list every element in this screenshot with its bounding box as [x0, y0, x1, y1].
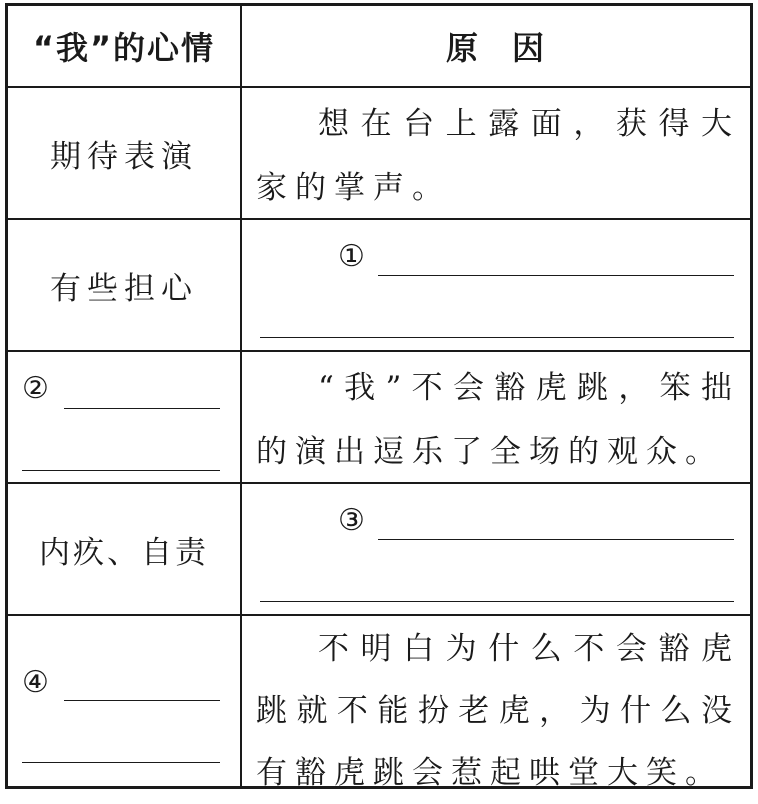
- reason-blank-line-1[interactable]: [378, 539, 734, 540]
- mood-blank-line-1[interactable]: [64, 700, 220, 701]
- table-row: [8, 350, 750, 482]
- mood-text: 期待表演: [50, 138, 198, 175]
- reason-text: 想在台上露面，获得大家的掌声。: [256, 106, 740, 206]
- table-row: [8, 86, 750, 218]
- column-divider: [240, 616, 242, 786]
- column-divider: [240, 352, 242, 482]
- column-divider: [240, 88, 242, 218]
- mood-cell: [8, 88, 240, 218]
- reason-text: “我”不会豁虎跳，笨拙的演出逗乐了全场的观众。: [256, 370, 740, 470]
- reason-blank-line-2[interactable]: [260, 601, 734, 602]
- table-row: [8, 218, 750, 350]
- header-mood-cell: [8, 6, 240, 86]
- reason-text: 不明白为什么不会豁虎跳就不能扮老虎，为什么没有豁虎跳会惹起哄堂大笑。: [256, 631, 740, 791]
- reason-blank-line-2[interactable]: [260, 337, 734, 338]
- header-mood-label: “我”的心情: [32, 29, 216, 67]
- column-divider: [240, 220, 242, 350]
- table-row: [8, 614, 750, 791]
- mood-blank-line-2[interactable]: [22, 470, 220, 471]
- mood-blank-line-1[interactable]: [64, 408, 220, 409]
- reason-blank-line-1[interactable]: [378, 275, 734, 276]
- mood-reason-table: [5, 3, 753, 789]
- mood-cell: [8, 484, 240, 614]
- mood-text: 内疚、自责: [39, 534, 209, 571]
- header-reason-label: [430, 23, 562, 69]
- blank-marker-3: ③: [338, 503, 365, 538]
- header-reason-cell: [242, 6, 750, 86]
- mood-cell: [8, 220, 240, 350]
- mood-blank-line-2[interactable]: [22, 762, 220, 763]
- column-divider: [240, 484, 242, 614]
- table-header-row: [8, 6, 750, 86]
- header-reason-char-1: 原: [445, 29, 480, 67]
- table-row: [8, 482, 750, 614]
- blank-marker-2: ②: [22, 371, 49, 406]
- blank-marker-1: ①: [338, 239, 365, 274]
- mood-text: 有些担心: [50, 270, 198, 307]
- blank-marker-4: ④: [22, 665, 49, 700]
- header-reason-char-2: 因: [512, 29, 547, 67]
